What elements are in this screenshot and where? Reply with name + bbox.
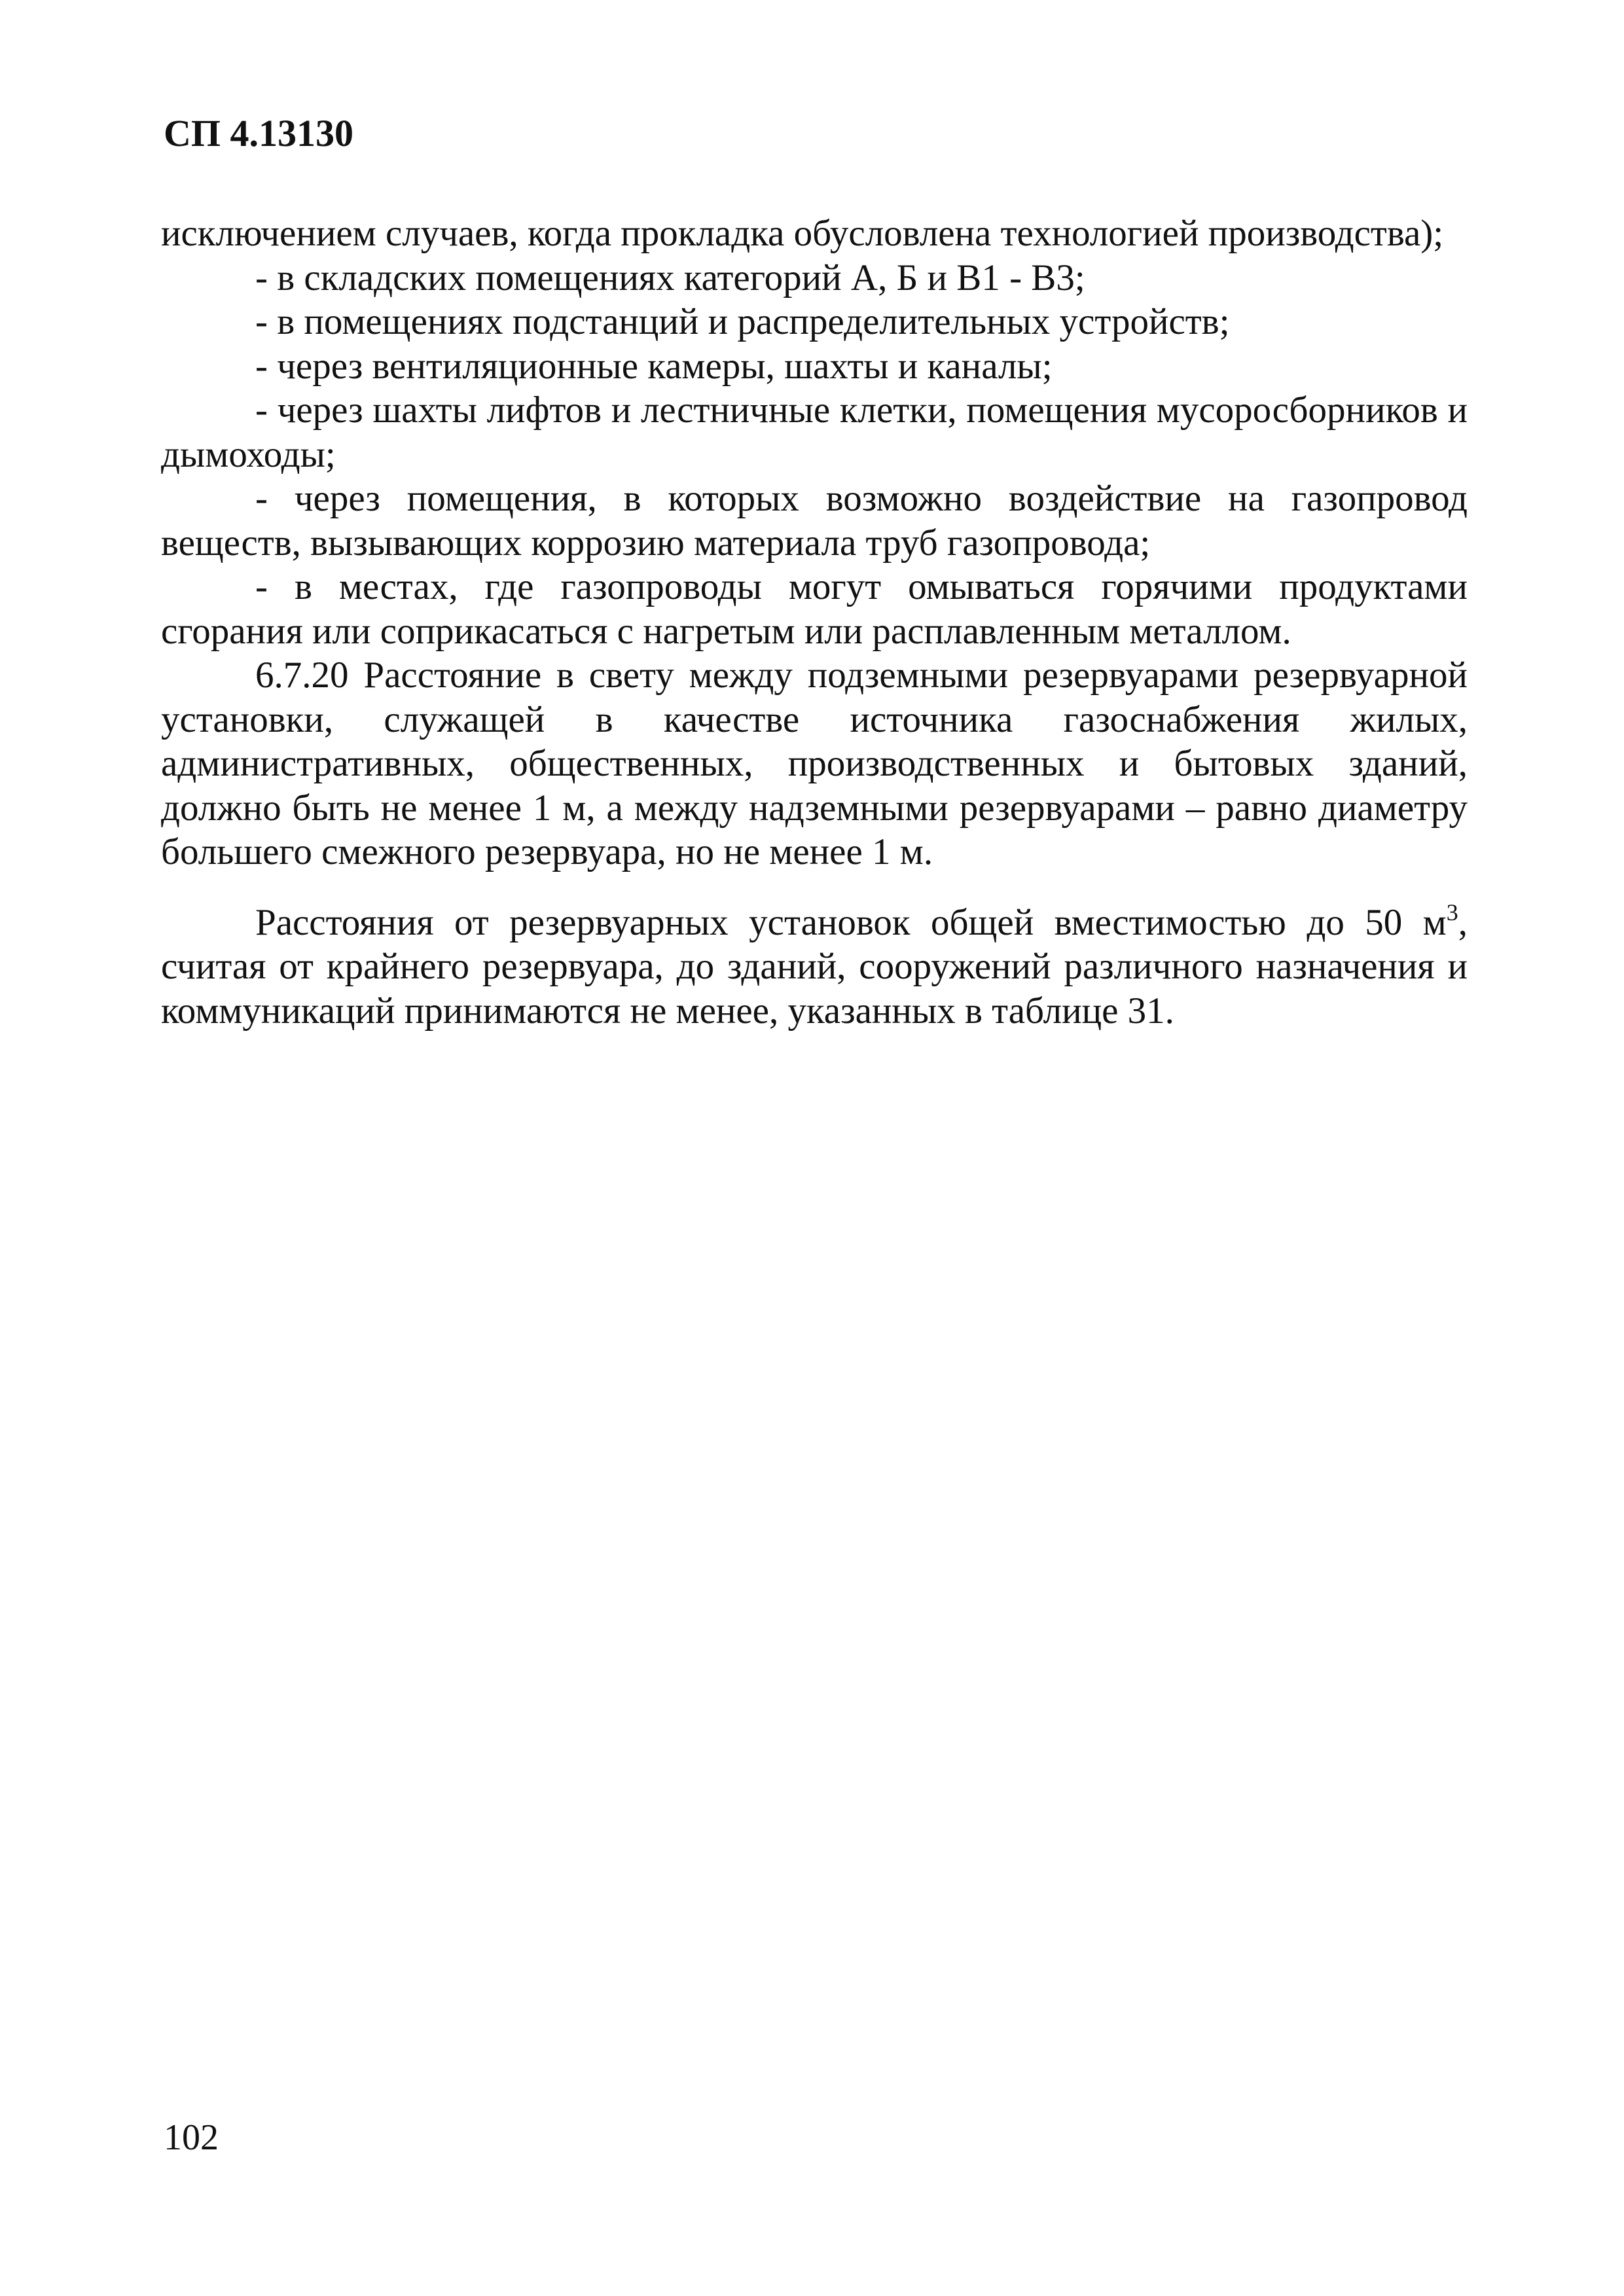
distances-text-before: Расстояния от резервуарных установок общей вместимостью до 50 м	[255, 901, 1447, 943]
list-item-substations: - в помещениях подстанций и распределительных устройств;	[255, 301, 1230, 342]
paragraph-continuation: исключением случаев, когда прокладка обусловлена технологией производства);	[161, 213, 1444, 254]
page-number: 102	[164, 2117, 219, 2158]
list-item-ventilation: - через вентиляционные камеры, шахты и каналы;	[255, 345, 1053, 387]
cubic-superscript: 3	[1446, 899, 1458, 925]
list-item-hot-products: - в местах, где газопроводы могут омываться горячими продуктами сгорания или соприкасаться с нагретым или расплавленным металлом.	[161, 566, 1468, 652]
paragraph-distances	[161, 901, 1468, 1033]
document-body	[161, 211, 1468, 1033]
document-code-header: СП 4.13130	[164, 112, 353, 154]
list-item-warehouse: - в складских помещениях категорий А, Б и В1 - В3;	[255, 257, 1085, 298]
list-item-elevator-shafts: - через шахты лифтов и лестничные клетки, помещения мусоросборников и дымоходы;	[161, 389, 1468, 475]
list-item-corrosive-rooms: - через помещения, в которых возможно воздействие на газопровод веществ, вызывающих коррозию материала труб газопровода;	[161, 478, 1468, 564]
paragraph-6-7-20: 6.7.20 Расстояние в свету между подземными резервуарами резервуарной установки, служащей в качестве источника газоснабжения жилых, административных, общественных, производственных и бытовых зданий, должно быть не менее 1 м, а между надземными резервуарами – равно диаметру большего смежного резервуара, но не менее 1 м.	[161, 655, 1468, 872]
distances-text-after: , считая от крайнего резервуара, до зданий, сооружений различного назначения и коммуникаций принимаются не менее, указанных в таблице 31.	[161, 901, 1468, 1031]
